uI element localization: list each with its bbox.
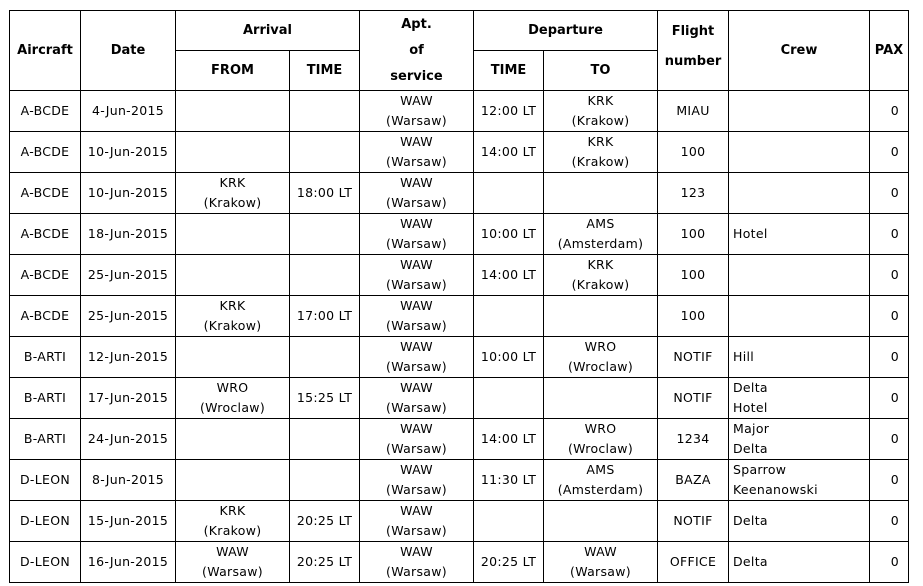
arrival-from-cell <box>176 337 290 378</box>
table-header <box>10 11 909 91</box>
crew-line: Delta <box>733 441 768 456</box>
apt-of-service-cell <box>360 132 474 173</box>
flight-number-cell: 1234 <box>658 419 729 460</box>
apt-line: WAW <box>400 134 433 149</box>
table-row <box>10 173 909 214</box>
header-apt-line3: service <box>390 68 443 84</box>
apt-line: WAW <box>400 380 433 395</box>
departure-to-cell <box>544 337 658 378</box>
departure-time-cell: 10:00 LT <box>474 337 544 378</box>
pax-cell: 0 <box>870 91 909 132</box>
flight-number-cell: BAZA <box>658 460 729 501</box>
departure-to-line: AMS <box>586 462 615 477</box>
schedule-table <box>9 10 909 583</box>
departure-to-cell <box>544 542 658 583</box>
aircraft-cell: A-BCDE <box>10 255 81 296</box>
table-body <box>10 91 909 583</box>
arrival-from-line: (Krakow) <box>203 195 262 210</box>
table-row <box>10 91 909 132</box>
crew-cell <box>729 542 870 583</box>
table-row <box>10 296 909 337</box>
header-flight-line2: number <box>664 53 722 69</box>
departure-time-cell: 14:00 LT <box>474 132 544 173</box>
arrival-from-cell <box>176 255 290 296</box>
flight-number-cell: NOTIF <box>658 337 729 378</box>
arrival-time-cell: 18:00 LT <box>290 173 360 214</box>
flight-number-cell: 123 <box>658 173 729 214</box>
departure-to-cell <box>544 214 658 255</box>
arrival-from-cell <box>176 460 290 501</box>
header-date: Date <box>81 11 176 91</box>
departure-time-cell <box>474 296 544 337</box>
flight-number-cell: OFFICE <box>658 542 729 583</box>
pax-cell: 0 <box>870 132 909 173</box>
apt-of-service-cell <box>360 542 474 583</box>
apt-line: WAW <box>400 93 433 108</box>
header-apt-line2: of <box>409 42 424 58</box>
pax-cell: 0 <box>870 337 909 378</box>
apt-line: (Warsaw) <box>386 564 447 579</box>
departure-to-cell <box>544 296 658 337</box>
departure-to-cell <box>544 91 658 132</box>
header-apt-line1: Apt. <box>401 16 432 32</box>
arrival-from-line: WRO <box>216 380 249 395</box>
header-departure-time: TIME <box>474 51 544 91</box>
crew-line: Delta <box>733 380 768 395</box>
apt-line: WAW <box>400 544 433 559</box>
crew-line: Delta <box>733 513 768 528</box>
crew-cell <box>729 460 870 501</box>
table-row <box>10 255 909 296</box>
arrival-from-line: KRK <box>219 175 246 190</box>
flight-number-cell: NOTIF <box>658 378 729 419</box>
arrival-time-cell: 20:25 LT <box>290 542 360 583</box>
header-pax: PAX <box>870 11 909 91</box>
departure-to-line: KRK <box>587 257 614 272</box>
date-cell: 10-Jun-2015 <box>81 132 176 173</box>
crew-cell <box>729 91 870 132</box>
departure-time-cell: 11:30 LT <box>474 460 544 501</box>
apt-line: (Warsaw) <box>386 236 447 251</box>
date-cell: 8-Jun-2015 <box>81 460 176 501</box>
arrival-from-line: (Wroclaw) <box>200 400 265 415</box>
arrival-from-line: KRK <box>219 503 246 518</box>
crew-line: Hotel <box>733 400 768 415</box>
crew-line: Hill <box>733 349 755 364</box>
date-cell: 12-Jun-2015 <box>81 337 176 378</box>
pax-cell: 0 <box>870 419 909 460</box>
apt-of-service-cell <box>360 296 474 337</box>
apt-line: WAW <box>400 257 433 272</box>
departure-to-cell <box>544 378 658 419</box>
apt-line: WAW <box>400 216 433 231</box>
header-arrival-from: FROM <box>176 51 290 91</box>
aircraft-cell: A-BCDE <box>10 132 81 173</box>
arrival-from-cell <box>176 173 290 214</box>
apt-of-service-cell <box>360 378 474 419</box>
aircraft-cell: A-BCDE <box>10 296 81 337</box>
pax-cell: 0 <box>870 542 909 583</box>
crew-line: Delta <box>733 554 768 569</box>
departure-to-cell <box>544 255 658 296</box>
apt-line: WAW <box>400 421 433 436</box>
apt-line: (Warsaw) <box>386 195 447 210</box>
crew-cell <box>729 173 870 214</box>
crew-cell <box>729 296 870 337</box>
departure-to-line: (Krakow) <box>571 113 630 128</box>
apt-line: (Warsaw) <box>386 277 447 292</box>
apt-of-service-cell <box>360 419 474 460</box>
flight-number-cell: 100 <box>658 255 729 296</box>
date-cell: 25-Jun-2015 <box>81 296 176 337</box>
crew-cell <box>729 337 870 378</box>
apt-of-service-cell <box>360 255 474 296</box>
apt-line: (Warsaw) <box>386 400 447 415</box>
apt-line: (Warsaw) <box>386 523 447 538</box>
date-cell: 18-Jun-2015 <box>81 214 176 255</box>
aircraft-cell: B-ARTI <box>10 337 81 378</box>
departure-to-line: (Warsaw) <box>570 564 631 579</box>
departure-to-cell <box>544 173 658 214</box>
flight-number-cell: 100 <box>658 296 729 337</box>
arrival-time-cell: 17:00 LT <box>290 296 360 337</box>
arrival-time-cell <box>290 460 360 501</box>
arrival-from-cell <box>176 91 290 132</box>
departure-to-cell <box>544 501 658 542</box>
header-arrival: Arrival <box>176 11 360 51</box>
apt-line: WAW <box>400 175 433 190</box>
apt-line: WAW <box>400 503 433 518</box>
date-cell: 10-Jun-2015 <box>81 173 176 214</box>
flight-number-cell: 100 <box>658 132 729 173</box>
arrival-from-cell <box>176 296 290 337</box>
apt-line: (Warsaw) <box>386 318 447 333</box>
apt-of-service-cell <box>360 337 474 378</box>
pax-cell: 0 <box>870 378 909 419</box>
arrival-time-cell <box>290 132 360 173</box>
arrival-from-line: (Krakow) <box>203 523 262 538</box>
apt-of-service-cell <box>360 173 474 214</box>
table-row <box>10 378 909 419</box>
aircraft-cell: D-LEON <box>10 501 81 542</box>
crew-line: Hotel <box>733 226 768 241</box>
flight-number-cell: 100 <box>658 214 729 255</box>
arrival-from-cell <box>176 419 290 460</box>
arrival-time-cell <box>290 255 360 296</box>
aircraft-cell: D-LEON <box>10 460 81 501</box>
apt-line: (Warsaw) <box>386 482 447 497</box>
departure-to-line: (Krakow) <box>571 154 630 169</box>
flight-number-cell: MIAU <box>658 91 729 132</box>
crew-cell <box>729 419 870 460</box>
departure-to-cell <box>544 132 658 173</box>
departure-time-cell: 20:25 LT <box>474 542 544 583</box>
crew-cell <box>729 501 870 542</box>
departure-to-line: WRO <box>584 339 617 354</box>
departure-time-cell: 10:00 LT <box>474 214 544 255</box>
apt-of-service-cell <box>360 214 474 255</box>
aircraft-cell: B-ARTI <box>10 419 81 460</box>
schedule-table-wrapper <box>9 10 909 583</box>
aircraft-cell: A-BCDE <box>10 214 81 255</box>
arrival-from-cell <box>176 542 290 583</box>
header-apt-of-service <box>360 11 474 91</box>
crew-cell <box>729 378 870 419</box>
departure-time-cell: 14:00 LT <box>474 255 544 296</box>
arrival-from-line: (Warsaw) <box>202 564 263 579</box>
pax-cell: 0 <box>870 501 909 542</box>
pax-cell: 0 <box>870 296 909 337</box>
arrival-from-line: KRK <box>219 298 246 313</box>
arrival-time-cell <box>290 91 360 132</box>
arrival-time-cell <box>290 337 360 378</box>
apt-line: (Warsaw) <box>386 154 447 169</box>
aircraft-cell: A-BCDE <box>10 173 81 214</box>
apt-line: (Warsaw) <box>386 113 447 128</box>
header-flight-line1: Flight <box>671 23 715 39</box>
header-arrival-time: TIME <box>290 51 360 91</box>
table-row <box>10 419 909 460</box>
aircraft-cell: D-LEON <box>10 542 81 583</box>
departure-to-line: (Wroclaw) <box>568 441 633 456</box>
departure-time-cell <box>474 501 544 542</box>
pax-cell: 0 <box>870 173 909 214</box>
departure-time-cell: 12:00 LT <box>474 91 544 132</box>
table-row <box>10 337 909 378</box>
crew-line: Major <box>733 421 770 436</box>
apt-line: WAW <box>400 462 433 477</box>
departure-to-line: (Amsterdam) <box>557 236 644 251</box>
header-flight-number <box>658 11 729 91</box>
departure-time-cell <box>474 378 544 419</box>
header-aircraft: Aircraft <box>10 11 81 91</box>
arrival-from-line: (Krakow) <box>203 318 262 333</box>
crew-cell <box>729 214 870 255</box>
arrival-time-cell <box>290 419 360 460</box>
arrival-from-line: WAW <box>216 544 249 559</box>
apt-line: WAW <box>400 339 433 354</box>
header-crew: Crew <box>729 11 870 91</box>
crew-line: Sparrow <box>733 462 787 477</box>
date-cell: 17-Jun-2015 <box>81 378 176 419</box>
pax-cell: 0 <box>870 214 909 255</box>
arrival-time-cell: 15:25 LT <box>290 378 360 419</box>
departure-to-cell <box>544 419 658 460</box>
date-cell: 15-Jun-2015 <box>81 501 176 542</box>
header-departure: Departure <box>474 11 658 51</box>
apt-line: WAW <box>400 298 433 313</box>
arrival-from-cell <box>176 214 290 255</box>
arrival-from-cell <box>176 501 290 542</box>
header-departure-to: TO <box>544 51 658 91</box>
apt-of-service-cell <box>360 460 474 501</box>
arrival-time-cell: 20:25 LT <box>290 501 360 542</box>
crew-cell <box>729 132 870 173</box>
apt-line: (Warsaw) <box>386 359 447 374</box>
departure-to-line: AMS <box>586 216 615 231</box>
flight-number-cell: NOTIF <box>658 501 729 542</box>
table-row <box>10 501 909 542</box>
date-cell: 24-Jun-2015 <box>81 419 176 460</box>
apt-of-service-cell <box>360 501 474 542</box>
departure-to-line: (Wroclaw) <box>568 359 633 374</box>
date-cell: 4-Jun-2015 <box>81 91 176 132</box>
departure-time-cell: 14:00 LT <box>474 419 544 460</box>
date-cell: 25-Jun-2015 <box>81 255 176 296</box>
arrival-from-cell <box>176 132 290 173</box>
departure-to-line: WRO <box>584 421 617 436</box>
apt-of-service-cell <box>360 91 474 132</box>
departure-time-cell <box>474 173 544 214</box>
table-row <box>10 542 909 583</box>
table-row <box>10 460 909 501</box>
departure-to-line: (Krakow) <box>571 277 630 292</box>
pax-cell: 0 <box>870 460 909 501</box>
arrival-from-cell <box>176 378 290 419</box>
date-cell: 16-Jun-2015 <box>81 542 176 583</box>
arrival-time-cell <box>290 214 360 255</box>
apt-line: (Warsaw) <box>386 441 447 456</box>
table-row <box>10 214 909 255</box>
departure-to-line: (Amsterdam) <box>557 482 644 497</box>
departure-to-line: WAW <box>584 544 617 559</box>
departure-to-line: KRK <box>587 134 614 149</box>
pax-cell: 0 <box>870 255 909 296</box>
departure-to-cell <box>544 460 658 501</box>
crew-line: Keenanowski <box>733 482 818 497</box>
aircraft-cell: A-BCDE <box>10 91 81 132</box>
table-row <box>10 132 909 173</box>
departure-to-line: KRK <box>587 93 614 108</box>
aircraft-cell: B-ARTI <box>10 378 81 419</box>
crew-cell <box>729 255 870 296</box>
